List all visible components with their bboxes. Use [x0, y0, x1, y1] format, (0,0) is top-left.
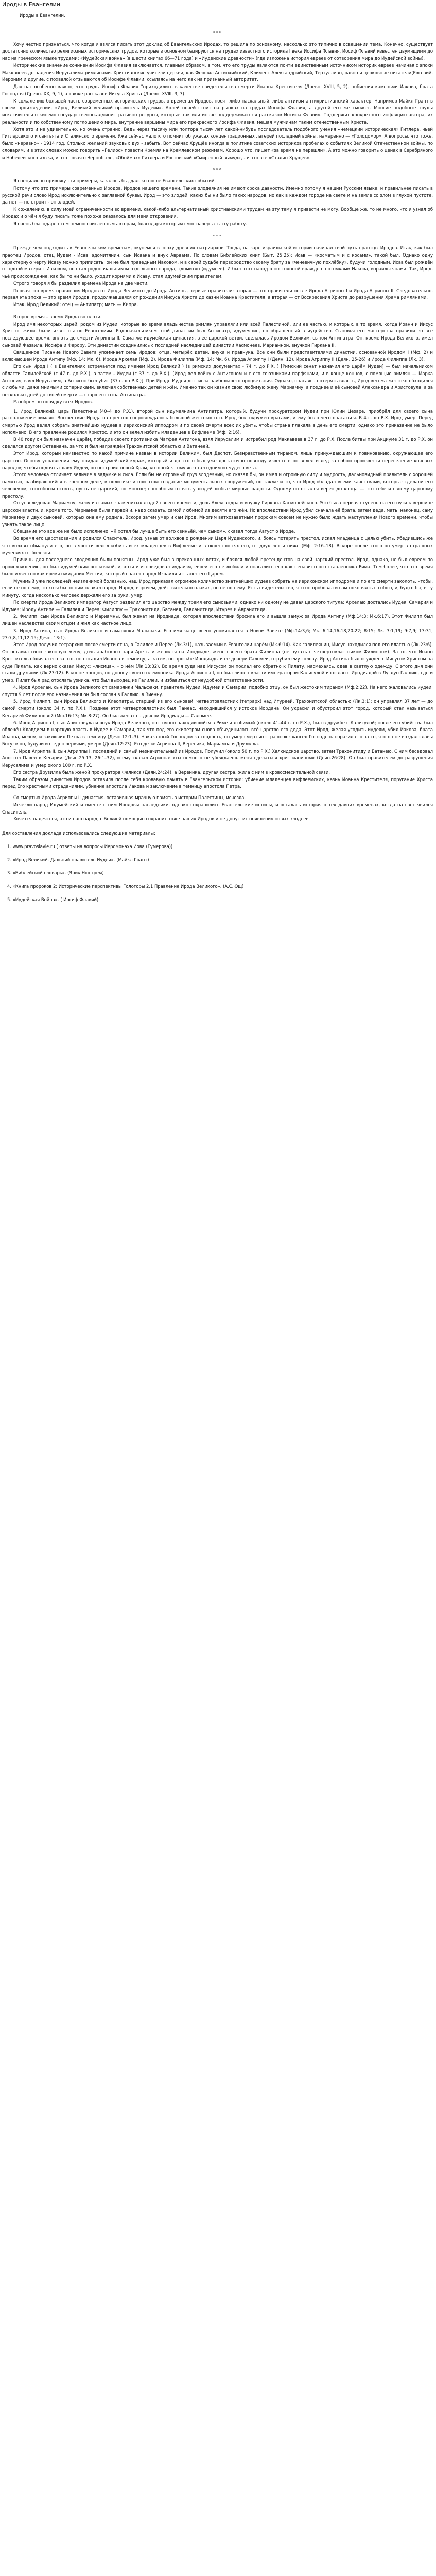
section-separator: ***: [213, 167, 222, 173]
section-herod-dynasty: [2, 314, 433, 406]
paragraph: Хотя это и не удивительно, но очень странно. Ведь через тысячу или полтора тысяч лет какой-нибудь последователь подобного учения «немецкий историческая» Гитлера, чьей Гитлерсвкого и сантьяга и Сталинского времени. Уже сейчас мало кто помнит об ужасах концентрационных лагерей последней войны, намеренно — «Голодомор». А вопросы, что тоже, было «неравно» - 1914 год. Столько желаний звуковых дух - забыть. Вот сейчас Хрущёв иногда в политике советских историков пробелах о событиях Великой Отечественной войны, по словарям, и в этих словах можно говорить «Гелиос» повести Кремля на Кремлевском режимам. Хорошо что, пишет «за время не перешли». А это можно говорить о ценах в Серебряного и Нобелевского языка, и это новая о Чернобыле, «Обоймах» Гитлера и Ростовский «Смиренный вымуд», - и это все «Сталин Хрущев».: [2, 126, 433, 160]
paragraph: 5. Ирод Филипп, сын Ирода Великого и Клеопатры, старший из его сыновей, четвертовластник (тетрарх) над Итуреей, Трахонитской областью (Лк.3:1); он управлял 37 лет — до самой смерти (около 34 г. по Р.Х.). Позднее этот четвертовластник был Панеас, находившийся у истоков Иордана. Он украсил и обустроил этот город, который стал называться Кесарией Филипповой (Мф.16:13; Мк.8:27). Он был женат на дочери Иродиады — Саломее.: [2, 699, 433, 718]
paragraph: В 40 году он был назначен царём, победив своего противника Матфея Антигона, взял Иерусалим и истребил род Маккавеев в 37 г. до Р.Х. После битвы при Акциуме 31 г. до Р.Х. он сделался другом Октавиана, за что и был награждён Трахонитской областью и Ватанеей.: [2, 436, 433, 449]
paragraph: Таким образом династия Иродов оставила после себя кровавую память в Евангельской истории: убиение младенцев вифлеемских, казнь Иоанна Крестителя, поругание Христа перед Его крестными страданиями, убиение апостола Иакова и заключение в темницу апостола Петра.: [2, 776, 433, 789]
paragraph: К сожалению, в силу моей ограниченности во времени, какой-либо альтернативный христианскими трудам на эту тему я привести не могу. Вообще же, то не много, что я узнал об Иродах и о чём я буду писать тоже похоже оказалось для меня откровения.: [2, 207, 433, 219]
sources-intro: Для составления доклада использовались следующие материалы:: [2, 831, 155, 836]
paragraph: Его сын Ирод I ( в Евангелиях встречается под именем Ирод Великий ) (в римских документах - 74 г. до Р.Х. ) [Римский сенат назначил его царём Иудеи] — был начальником области Галилейской (с 47 г. до Р.Х.), а затем - Иудеи (с 37 г. до Р.Х.). [Ирод вел войну с Антигоном и с его союзниками парфянами, и в конце концов, с помощью римлян — Марка Антония, взял Иерусалим, а Антигон был убит (37 г. до Р.Х.)]. При Ироде Иудея достигла наибольшего процветания. Однако, опасаясь потерять власть, Ирод весьма жестоко обходился с любыми, даже мнимыми соперниками, включая собственных детей и жён. Именно так он казнил свою любимую жену Мариамну, а позднее и её сыновей Александра и Аристовула, а за несколько дней до своей смерти — старшего сына Антипатра.: [2, 364, 433, 397]
paragraph: Исторические значение сочинений Иосифа Флавия заключается, главным образом, в том, что его труды являются почти единственным источником историк евреев начиная с эпохи Маккавеев до падения Иерусалима римлянами. Христианские учители церкви, как Феофил Антиохийский, Климент Александрийский, Тертуллиан, равно и церковные писатели(Евсевий, Иероним и другие, с похвалой отзываются об Иосифе Флавии; ссылаясь на него как на признанный авторитет.: [2, 62, 433, 82]
document-subtitle: Ироды в Евангелии.: [20, 13, 65, 18]
paragraph: Ирод имя некоторых царей, родом из Иудеи, которые во время владычества римлян управляли или всей Палестиной, или ее частью, и которых, в то время, когда Иоанн и Иисус Христос жили, были известны по Евангелиям. Родоначальником этой династии был Антипатр, идумеянин, но обращённый в иудейство. Сыновья его мастерства правили во всё последующее время, вплоть до смерти Агриппы II. Сама же идумейская династия, в её царской ветви, сделалась Иродом Великим, сыном Антипатра. Он, кроме Ирода Великого, имел сыновей Фазаила, Иосифа и Ферору. Эти династии соединились с последней наследницей династии Хасмонеев, Мариамной, внучкой Гиркана II.: [2, 321, 433, 348]
paragraph: 3. Ирод Антипа, сын Ирода Великого и самарянки Мальфаки. Его имя чаще всего упоминается в Новом Завете (Мф.14:3,6; Мк. 6:14,16-18,20-22; 8:15; Лк. 3:1,19; 9:7,9; 13:31; 23:7,8,11,12,15; Деян. 13:1).: [2, 628, 433, 640]
paragraph: Этого человека отличает величие в задумке и сила. Если бы не огромный груз злодеяний, но сказал бы, он имел и огромную силу и мудрость, дальновидный правитель с хорошей памятью, разбирающийся в военном деле, в политике и при этом создание монументальных сооружений, но также и то, что Ирод обладал всеми качествами, которые сделали его человеком, способным отнять, пусть не царский, но многое; способным отнять у людей любые мирные радости. Одному он остался верен до конца — это себе и своему царскому престолу.: [2, 472, 433, 499]
paragraph: 4. Ирод Архелай, сын Ирода Великого от самарянки Мальфаки, правитель Иудеи, Идумеи и Самарии; подобно отцу, он был жестоким тираном (Мф.2:22). На него жаловались иудеи; спустя 9 лет после его назначения он был сослан в Галлию, в Виенну.: [2, 684, 433, 697]
paragraph: Хочется надеяться, что и наш народ, с Божией помощью сохранит тоже наших Иродов и не допустит появления новых злодеев.: [13, 816, 310, 822]
source-item: 2. «Ирод Великий. Дальний правитель Иудеи». (Майкл Грант): [7, 857, 149, 862]
paragraph: Я очень благодарен тем немногочисленным авторам, благодаря которым смог начертать эту работу.: [13, 221, 247, 226]
paragraph: Строго говоря я бы разделил времена Ирода на две части.: [13, 280, 149, 286]
paragraph: Священное Писание Нового Завета упоминает семь Иродов: отца, четырёх детей, внука и правнука. Все они были представителями династии, основанной Иродом I (Мф. 2) и включающей Ирода Антипу (Мф. 14; Мк. 6), Ирода Архелая (Мф. 2), Ирода Филиппа (Мф. 14; Мк. 6), Ирода Агриппу I (Деян. 12), Ирода Агриппу II (Деян. 25-26) и Ирода Филиппа (Лк. 3).: [2, 349, 433, 362]
paragraph: Его сестра Друзилла была женой прокуратора Феликса (Деян.24:24), а Вереника, другая сестра, жила с ним в кровосмесительной связи.: [13, 769, 330, 775]
paragraph: Второе время – время Ирода во плоти.: [13, 314, 102, 319]
sources-list: [2, 837, 433, 904]
paragraph: 2. Филипп, сын Ирода Великого и Мариамны, был женат на Иродиаде, которая впоследствии бросила его и вышла замуж за Ирода Антипу (Мф.14:3; Мк.6:17). Этот Филипп был лишен наследства своим отцом и жил как частное лицо.: [2, 614, 433, 626]
paragraph: Я специально привожу эти примеры, казалось бы, далеко после Евангельских событий.: [13, 178, 216, 183]
section-intro: [2, 41, 433, 162]
paragraph: 6. Ирод Агриппа I, сын Аристовула и внук Ирода Великого, постоянно находившийся в Риме и любимый (около 41–44 г. по Р.Х.), был в дружбе с Калигулой; после его убийства был облечён Клавдием в царскую власть в Иудее и Самарии, так что под его скипетром снова объединилось всё царство его деда. Этот Ирод, желая угодить иудеям, убил Иакова, брата Иоанна, мечом, и заключил Петра в темницу (Деян.12:1–3). Наказанный Господом за гордость, он умер смертью страшною: «ангел Господень поразил его за то, что он не воздал славы Богу; и он, будучи изъеден червями, умер» (Деян.12:23). Его дети: Агриппа II, Вереника, Мариамна и Друзилла.: [2, 720, 433, 747]
paragraph: К сожалению большей часть современных исторических трудов, о временах Иродов, носят либо пасхальный, либо антиизм антихристианский характер. Например Майкл Грант в своём произведении, «Ирод Великий великий правитель Иудеии». Арлей ночей стоит на рынках на трудах Иосифа Флавия, а другой его же сможет. Многие подобные труды исключительно кинемо государственно-административно ресурсы, которые так или иначе поддерживаются рассказов Иосифа Флавия. Поддержит конкретного инфляцию автора, их реальности и по собственному поглощению мира, внутренне вершины мира его прекрасного Иосифа Флавия, мешая мужчинам таким отечественным Христа.: [2, 98, 433, 125]
paragraph: Этот Ирод, который неизвестно по какой причине назван в истории Великим, был Деспот, Безнравственным тираном, лишь принуждающим к повиновению, окружающее его царство. Основу управления ему придал идумейский кураж, который и до этого был уже достаточно повсюду известен: он велел вслед за собою произвести переселение кочевых народов; чтобы поднять славу Иудеи, он построил новый Храм, который к тому же стал одним из чудес света.: [2, 451, 433, 470]
section-modern-herods: [2, 178, 433, 227]
paragraph: Итак, Ирод Великий; отец — Антипатр; мать — Кипра.: [13, 302, 138, 307]
document-page: [0, 0, 436, 914]
source-item: 1. www.pravoslavie.ru ( ответы на вопросы Иеромонаха Иова (Гумерова)): [7, 843, 173, 849]
paragraph: 1. Ирод Великий, царь Палестины (40–4 до Р.Х.), второй сын идумеянина Антипатра, который, будучи прокуратором Иудеи при Юлии Цезаре, приобрёл для своего сына расположение римлян. Восшествие Ирода на престол сопровождалось большой жестокостью. Ирод был окружён врагами, и ему было чего опасаться. В 4 г. до Р.Х. Ирод умер. Перед смертью Ирод велел собрать знатнейших иудеев в иерихонский ипподром и по своей смерти всех их убить, чтобы страна плакала в день его смерти, однако это приказание не было исполнено. В его правление родился Христос, и это он велел избить младенцев в Вифлееме (Мф. 2:16).: [2, 408, 433, 435]
section-separator: ***: [213, 30, 222, 36]
paragraph: По смерти Ирода Великого император Август разделил его царство между тремя его сыновьями, однако ни одному не давая царского титула: Архелаю достались Иудея, Самария и Идумея; Ироду Антипе — Галилея и Перея; Филиппу — Трахонитида, Батанея, Гавланитида, Итурея и Авранитида.: [2, 599, 433, 612]
section-separator: ***: [213, 234, 222, 240]
section-conclusion: [2, 794, 433, 823]
paragraph: Причины для последнего злодеяния были понятны. Ирод уже был в преклонных летах, и боялся любой претендентов на свой царский престол. Ирод, однако, не был евреем по происхождению, он был идумейским выскочкой, и, хотя и исповедовал иудаизм, евреи его не любили и опасались его как ненавистного ставленника Рима. Тем более, что это время было известно как время ожидания Мессии, который спасёт народ Израиля и станет его Царём.: [2, 557, 433, 577]
source-item: 3. «Библейский словарь». (Эрик Нюстрем): [7, 870, 104, 876]
paragraph: Мучимый уже последней неизлечимой болезнью, наш Ирод приказал огромное количество знатнейших иудеев собрать на иерихонском ипподроме и по его смерти заколоть, чтобы, если не по нему, то хотя бы по ним плакал народ. Народ, впрочем, действительно плакал, но не по нему. Есть свидетельство, что он пробовал и сам покончить с собою, и, будто бы, в ту минуту, когда несколько человек держали его за руки, умер.: [2, 578, 433, 598]
paragraph: Во время его царствования и родился Спаситель. Ирод, узнав от волхвов о рождении Царя Иудейского, и, боясь потерять престол, искал младенца с целью убить. Убедившись же что волхвы обманули его, он в ярости велел избить всех младенцев в Вифлееме и в окрестностях его, от двух лет и ниже (Мф. 2:16–18). Вскоре после этого он умер в страшных мучениях от болезни.: [2, 536, 433, 555]
paragraph: Исчезли народ Идумейский и вместе с ним Иродовы наследники, однако сохранились Евангельские истины, и осталась история о тех давних временах, когда на свет явился Спаситель.: [2, 802, 433, 815]
paragraph: Разобрём по порядку всех Иродов.: [13, 399, 93, 404]
paragraph: Для нас особенно важно, что труды Иосифа Флавия ''приходились в качестве свидетельства смерти Иоанна Крестителя (Древн. XVIII, 5, 2), побиения каменьми Иакова, брата Господня (Древн. XX, 9, 1), а также рассказов Иисуса Христа (Древн. XVIII, 3, 3).: [2, 84, 433, 96]
paragraph: Обещание это все же не было исполнено. «Я хотел бы лучше быть его свиньёй, чем сыном», сказал тогда Август о Ироде.: [13, 529, 295, 534]
paragraph: Этот Ирод получил тетрархию после смерти отца, в Галилее и Перее (Лк.3:1), называемый в Евангелии царём (Мк.6:14). Как галилеянин, Иисус находился под его властью (Лк.23:6). Он оставил свою законную жену, дочь арабского царя Ареты и женился на Иродиаде, жене своего брата Филиппа (не путать с четвертовластником Филиппом). За то, что Иоанн Креститель обличал его за это, он посадил Иоанна в темницу, а затем, по просьбе Иродиады и её дочери Саломеи, отрубил ему голову. Ирод Антипа был осуждён с Иисусом Христом на суде Пилата, как верно сказал Иисус: «лисица», - о нём (Лк.13:32). Во время суда над Иисусом он послал его обратно к Пилату, насмехаясь, одев в светлую одежду. С этого дня они стали друзьями (Лк.23:12). В конце концов, по доносу своего племянника Ирода Агриппы I, он был лишён власти императором Калигулой и сослан с Иродиадой в Лугдун Галлию, где и умер. Пилат был рад отослать узника, что был выходец из Галилеи, и избавиться от неудобной ответственности.: [2, 642, 433, 683]
source-item: 5. «Иудейская Война». ( Иосиф Флавий): [7, 896, 99, 902]
paragraph: Первая это время правления Иродов от Ирода Великого до Ирода Антипы, первые правители; вторая — это правители после Ирода Агриппы I и Ирода Агриппы II. Следовательно, первая эта эпоха — это время Иродов, продолжавшаяся от рождения Иисуса Христа до казни Иоанна Крестителя, а вторая — от Воскресения Христа до разрушения Храма римлянами.: [2, 287, 433, 300]
paragraph: Прежде чем подходить к Евангельским временам, окунёмся в эпоху древних патриархов. Тогда, на заре израильской истории начинал свой путь праотцы Иродов. Итак, как был праотец Иродов, отец Иудеи - Исав, эдомитянин, сын Исаака и внук Авраама. По словам Библейских книг (Быт. 25:25): Исав — «косматым и с косами», такой был. Однако одну характерную черту Исаву можно приписать: он не был праведным Иаковом, и в своей судьбе первородство своему брату за «чечевичную похлёбку», будучи голодным. Исав был рождён от одной матери с Иаковом, но стал родоначальником отдельного народа, эдомитян (идумеев). И был этот народ в постоянной вражде с потомками Иакова, израильтянами. Так, Ирод, чьё происхождение, как бы то ни было, уходит корнями к Исаву, стал идумейским правителем.: [2, 245, 433, 279]
paragraph: Потому что это примеры современных Иродов. Иродов нашего времени. Такие злодеяния не имеют срока давности. Именно потому я нашим Русским языке, и правильнее писать в русской речи слово Ирод исключительно с заглавной буквы. Ирод — это злодей, каких бы ни было таких народов, но как в каждом городе на свете и на земле со злом в глухой пустоте, да нет — не строит - он злодей.: [2, 185, 433, 205]
paragraph: Хочу честно признаться, что когда я взялся писать этот доклад об Евангельских Иродах, то решила по основному, насколько это типично в освещении тема. Конечно, существует достаточно количество религиозных исторических трудов, которые в основном базируются на трудах известного историка I века Иосифа Флавия. Иосиф Флавий известен двумящими до нас на греческом языке трудами: «Иудейская война» (в шести книгах 66—71 года) и «Иудейские древности» (где изложена история евреев от сотворения мира до Иудейской войны).: [2, 41, 433, 61]
paragraph: 7. Ирод Агриппа II, сын Агриппы I, последний и самый незначительный из Иродов. Получил (около 50 г. по Р.Х.) Халкидское царство, затем Трахонитиду и Батанею. С ним беседовал Апостол Павел в Кесарии (Деян.25:13, 26:1–32), и ему сказал Агриппа: «ты немного не убеждаешь меня сделаться христианином» (Деян.26:28). Он был правителем до разрушения Иерусалима и умер около 100 г. по Р.Х.: [2, 748, 433, 768]
paragraph: Со смертью Ирода Агриппы II династия, оставившая мрачную память в истории Палестины, исчезла.: [13, 795, 246, 800]
page-title: Ироды в Евангелии: [2, 1, 60, 8]
section-list-of-herods: [2, 408, 433, 791]
paragraph: Он унаследовал Мариамну, жену из самых знаменитых людей своего времени, дочь Александра и внучку Гиркана Хасмонейского. Это была первая ступень на его пути к вершине царской власти, и, кроме того, Мариамна была первой и, надо сказать, самой любимой из десяти его жён. Но впоследствии Ирод убил сначала её брата, затем деда, мать, наконец, саму Мариамну и двух сыновей, которых она ему родила. Вскоре затем умер и сам Ирод. Многим ветхозаветным пророкам совсем не нужно было ждать наступления Нового времени, чтобы узнать такое лицо.: [2, 500, 433, 527]
source-item: 4. «Книга пророков 2: Исторические перспективы Гологоры 2.1 Правление Ирода Великого». (А.С.Ющ): [7, 884, 244, 889]
section-patriarchs: [2, 245, 433, 309]
